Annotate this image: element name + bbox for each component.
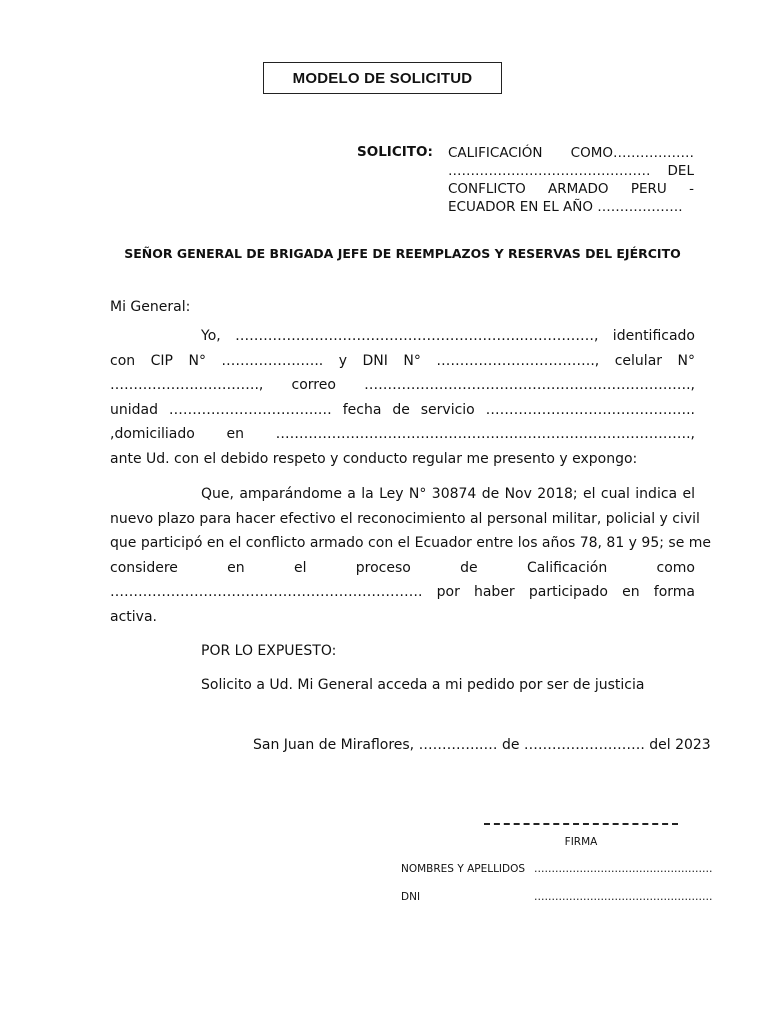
paragraph-line: que participó en el conflicto armado con el Ecuador entre los años 78, 81 y 95; se me (110, 535, 712, 552)
paragraph-line: unidad …………………………..… fecha de servicio ……………………….…………….. (110, 401, 695, 418)
name-field-blank: …………………………………………… (534, 863, 713, 875)
paragraph-line: nuevo plazo para hacer efectivo el reconocimiento al personal militar, policial y civil (110, 510, 700, 527)
dni-field-label: DNI (401, 891, 421, 903)
date-line: San Juan de Miraflores, …………..… de ……………….……. del 2023 (253, 737, 711, 753)
name-field-label: NOMBRES Y APELLIDOS (401, 863, 526, 875)
solicito-line: CONFLICTO ARMADO PERU - (448, 181, 694, 197)
paragraph-line: activa. (110, 608, 157, 625)
request-sentence: Solicito a Ud. Mi General acceda a mi pedido por ser de justicia (201, 677, 645, 693)
paragraph-line: considere en el proceso de Calificación como (110, 559, 695, 576)
paragraph-line: Yo, ……………………………………………………..……………, identificado (201, 328, 695, 344)
dni-field-blank: …………………………………………… (534, 891, 713, 903)
solicito-line: CALIFICACIÓN COMO……………… (448, 145, 694, 161)
paragraph-line: Que, amparándome a la Ley N° 30874 de Nov 2018; el cual indica el (201, 486, 695, 502)
paragraph-line: ante Ud. con el debido respeto y conducto regular me presento y expongo: (110, 450, 638, 467)
paragraph-line: ……………….…………., correo ……………………………………………………………., (110, 377, 695, 394)
document-title: MODELO DE SOLICITUD (263, 62, 502, 94)
paragraph-line: ,domiciliado en …………………………………………….………………………………., (110, 426, 695, 443)
solicito-text (448, 144, 694, 216)
addressee-heading: SEÑOR GENERAL DE BRIGADA JEFE DE REEMPLAZOS Y RESERVAS DEL EJÉRCITO (124, 246, 681, 261)
solicito-label: SOLICITO: (357, 144, 433, 160)
solicito-line: ECUADOR EN EL AÑO ………………. (448, 199, 683, 215)
paragraph-line: …………………………………………………………. por haber participado en forma (110, 584, 695, 601)
salutation: Mi General: (110, 299, 191, 315)
signature-label: FIRMA (564, 836, 598, 848)
identification-paragraph (110, 324, 695, 472)
paragraph-line: con CIP N° …….……….….. y DNI N° ……………………………., celular N° (110, 352, 695, 369)
signature-line (484, 823, 678, 825)
solicito-line: ……………………………………… DEL (448, 163, 694, 179)
por-lo-expuesto: POR LO EXPUESTO: (201, 643, 337, 659)
request-paragraph (110, 482, 712, 630)
